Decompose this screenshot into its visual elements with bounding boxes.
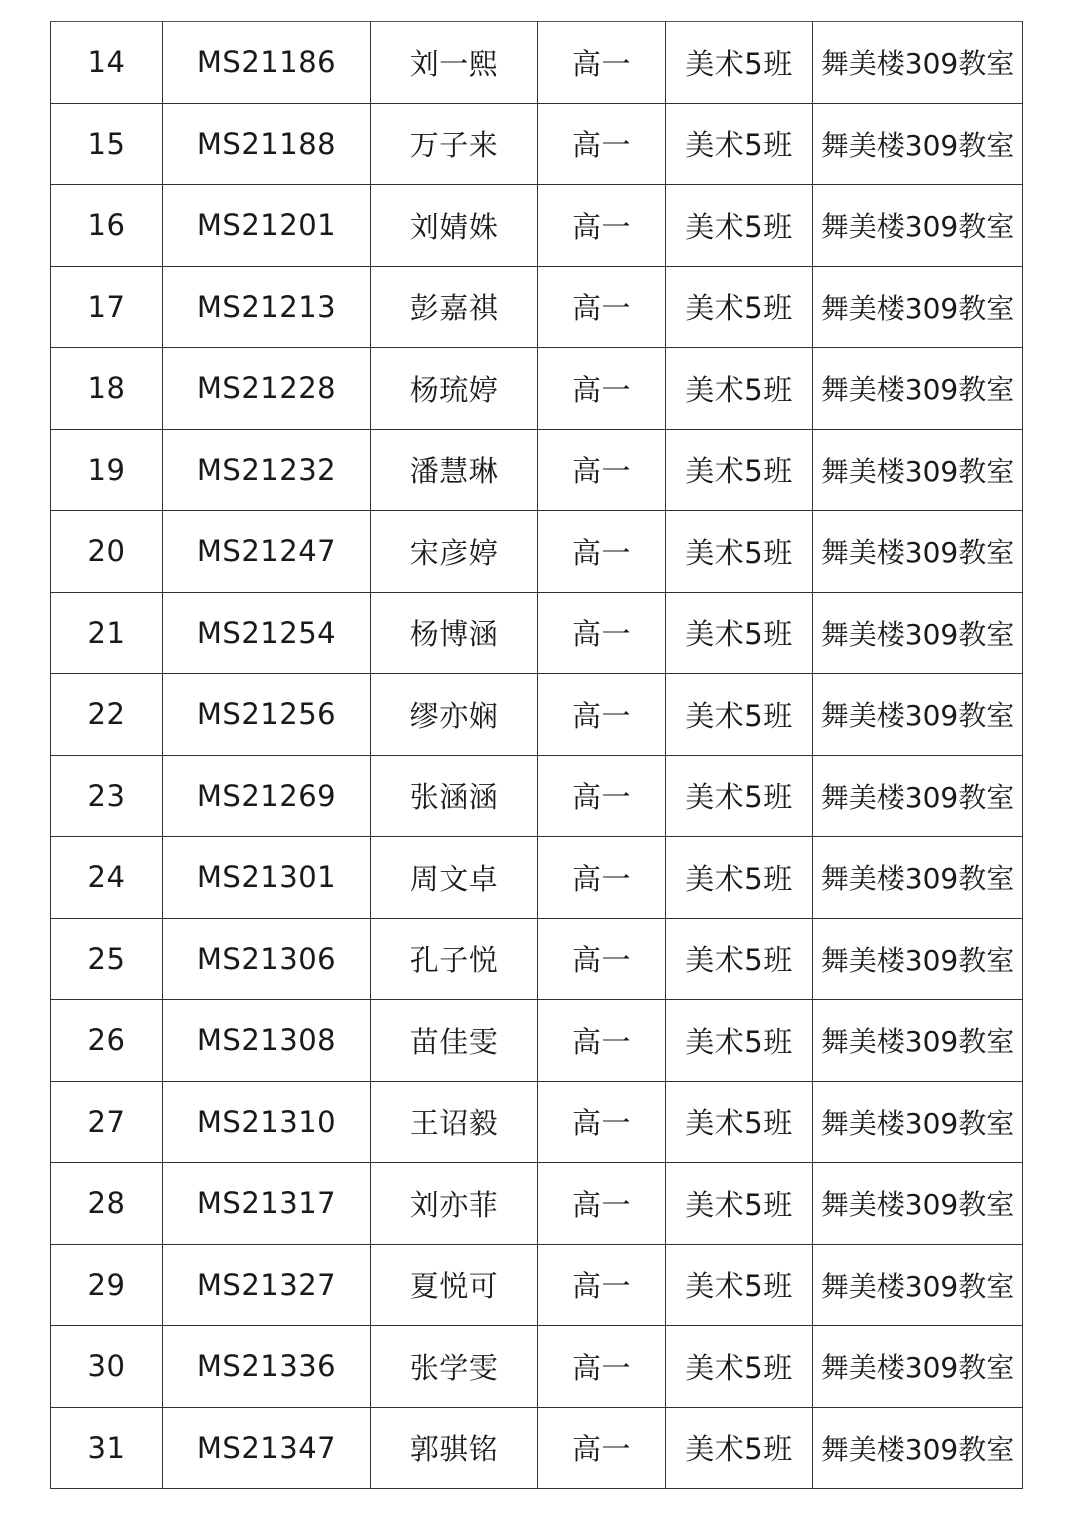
cell-student-name: 张涵涵 [371,755,538,837]
cell-number: 17 [51,266,163,348]
table-row [51,1407,1023,1489]
cell-room: 舞美楼309教室 [813,1163,1023,1245]
cell-class: 美术5班 [666,918,813,1000]
cell-grade: 高一 [538,511,666,593]
cell-room: 舞美楼309教室 [813,266,1023,348]
cell-class: 美术5班 [666,755,813,837]
student-table-container [50,21,1022,1489]
table-body [51,22,1023,1489]
cell-number: 15 [51,103,163,185]
cell-number: 31 [51,1407,163,1489]
cell-grade: 高一 [538,1326,666,1408]
table-row [51,185,1023,267]
cell-student-name: 杨博涵 [371,592,538,674]
table-row [51,22,1023,104]
cell-grade: 高一 [538,918,666,1000]
cell-number: 29 [51,1244,163,1326]
cell-student-name: 刘一熙 [371,22,538,104]
cell-number: 18 [51,348,163,430]
cell-student-id: MS21228 [163,348,371,430]
cell-student-name: 刘婧姝 [371,185,538,267]
cell-grade: 高一 [538,22,666,104]
cell-student-id: MS21188 [163,103,371,185]
cell-student-name: 夏悦可 [371,1244,538,1326]
cell-grade: 高一 [538,755,666,837]
cell-room: 舞美楼309教室 [813,185,1023,267]
cell-grade: 高一 [538,185,666,267]
cell-room: 舞美楼309教室 [813,918,1023,1000]
cell-student-name: 彭嘉祺 [371,266,538,348]
cell-room: 舞美楼309教室 [813,429,1023,511]
cell-room: 舞美楼309教室 [813,1000,1023,1082]
cell-student-id: MS21310 [163,1081,371,1163]
cell-student-name: 潘慧琳 [371,429,538,511]
cell-number: 23 [51,755,163,837]
cell-student-name: 孔子悦 [371,918,538,1000]
cell-grade: 高一 [538,266,666,348]
cell-class: 美术5班 [666,1326,813,1408]
cell-class: 美术5班 [666,22,813,104]
cell-student-id: MS21336 [163,1326,371,1408]
cell-student-name: 郭骐铭 [371,1407,538,1489]
cell-room: 舞美楼309教室 [813,1081,1023,1163]
table-row [51,1326,1023,1408]
cell-class: 美术5班 [666,185,813,267]
table-row [51,511,1023,593]
cell-student-name: 苗佳雯 [371,1000,538,1082]
student-room-table [50,21,1023,1489]
cell-room: 舞美楼309教室 [813,22,1023,104]
cell-student-name: 万子来 [371,103,538,185]
cell-grade: 高一 [538,1244,666,1326]
cell-student-id: MS21247 [163,511,371,593]
cell-number: 22 [51,674,163,756]
cell-grade: 高一 [538,1407,666,1489]
cell-student-id: MS21317 [163,1163,371,1245]
cell-grade: 高一 [538,429,666,511]
cell-student-id: MS21201 [163,185,371,267]
cell-student-name: 缪亦娴 [371,674,538,756]
cell-room: 舞美楼309教室 [813,1244,1023,1326]
cell-student-name: 王诏毅 [371,1081,538,1163]
cell-student-id: MS21256 [163,674,371,756]
cell-number: 16 [51,185,163,267]
cell-class: 美术5班 [666,103,813,185]
cell-student-id: MS21327 [163,1244,371,1326]
cell-student-id: MS21306 [163,918,371,1000]
cell-grade: 高一 [538,837,666,919]
cell-room: 舞美楼309教室 [813,511,1023,593]
cell-student-id: MS21213 [163,266,371,348]
cell-room: 舞美楼309教室 [813,1326,1023,1408]
cell-student-id: MS21186 [163,22,371,104]
cell-class: 美术5班 [666,266,813,348]
cell-grade: 高一 [538,1163,666,1245]
cell-number: 19 [51,429,163,511]
cell-class: 美术5班 [666,837,813,919]
cell-class: 美术5班 [666,1244,813,1326]
cell-number: 24 [51,837,163,919]
cell-number: 27 [51,1081,163,1163]
table-row [51,348,1023,430]
cell-student-id: MS21347 [163,1407,371,1489]
table-row [51,1081,1023,1163]
cell-class: 美术5班 [666,674,813,756]
cell-student-id: MS21254 [163,592,371,674]
cell-class: 美术5班 [666,1163,813,1245]
cell-room: 舞美楼309教室 [813,103,1023,185]
cell-number: 21 [51,592,163,674]
cell-room: 舞美楼309教室 [813,592,1023,674]
table-row [51,103,1023,185]
cell-number: 25 [51,918,163,1000]
cell-grade: 高一 [538,103,666,185]
cell-room: 舞美楼309教室 [813,1407,1023,1489]
cell-class: 美术5班 [666,429,813,511]
cell-grade: 高一 [538,674,666,756]
table-row [51,755,1023,837]
cell-class: 美术5班 [666,348,813,430]
table-row [51,429,1023,511]
cell-number: 30 [51,1326,163,1408]
cell-class: 美术5班 [666,1407,813,1489]
table-row [51,674,1023,756]
table-row [51,837,1023,919]
cell-student-id: MS21308 [163,1000,371,1082]
cell-student-name: 杨琉婷 [371,348,538,430]
table-row [51,1244,1023,1326]
cell-room: 舞美楼309教室 [813,755,1023,837]
cell-number: 26 [51,1000,163,1082]
cell-number: 28 [51,1163,163,1245]
table-row [51,592,1023,674]
cell-room: 舞美楼309教室 [813,348,1023,430]
cell-number: 14 [51,22,163,104]
table-row [51,1163,1023,1245]
cell-grade: 高一 [538,348,666,430]
cell-grade: 高一 [538,1000,666,1082]
cell-student-id: MS21301 [163,837,371,919]
cell-class: 美术5班 [666,511,813,593]
cell-student-name: 刘亦菲 [371,1163,538,1245]
table-row [51,918,1023,1000]
cell-grade: 高一 [538,1081,666,1163]
table-row [51,266,1023,348]
cell-student-name: 张学雯 [371,1326,538,1408]
cell-grade: 高一 [538,592,666,674]
cell-class: 美术5班 [666,1000,813,1082]
cell-room: 舞美楼309教室 [813,674,1023,756]
cell-number: 20 [51,511,163,593]
cell-room: 舞美楼309教室 [813,837,1023,919]
cell-student-id: MS21269 [163,755,371,837]
table-row [51,1000,1023,1082]
cell-class: 美术5班 [666,592,813,674]
cell-student-name: 宋彦婷 [371,511,538,593]
cell-class: 美术5班 [666,1081,813,1163]
cell-student-name: 周文卓 [371,837,538,919]
cell-student-id: MS21232 [163,429,371,511]
